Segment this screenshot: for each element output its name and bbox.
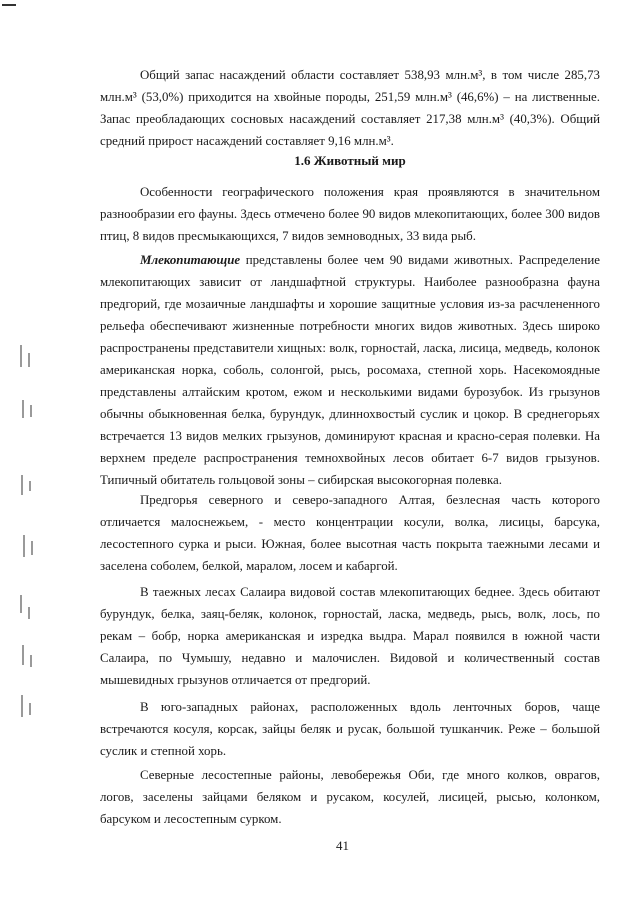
paragraph-text: В таежных лесах Салаира видовой состав млекопитающих беднее. Здесь обитают бурундук, белка, заяц-беляк, колонок, горностай, ласка, медведь, рысь, волк, лось, по рекам – бобр, норка американская и изредка выдра. Марал появился в южной части Салаира, по Чумышу, недавно и малочислен. Видовой и количественный состав мышевидных грызунов отличается от предгорий. bbox=[100, 585, 600, 687]
paragraph-text: Предгорья северного и северо-западного Алтая, безлесная часть которого отличается малоснежьем, - место концентрации косули, волка, лисицы, барсука, лесостепного сурка и рыси. Южная, более высотная часть покрыта таежными лесами и заселена соболем, белкой, маралом, лосем и кабаргой. bbox=[100, 493, 600, 573]
paragraph-text: Общий запас насаждений области составляет 538,93 млн.м³, в том числе 285,73 млн.м³ (53,0%) приходится на хвойные породы, 251,59 млн.м³ (46,6%) – на лиственные. Запас преобладающих сосновых насаждений составляет 217,38 млн.м³ (40,3%). Общий средний прирост насаждений составляет 9,16 млн.м³. bbox=[100, 68, 600, 148]
scan-corner-mark bbox=[2, 4, 16, 6]
paragraph-north bbox=[100, 764, 600, 830]
paragraph-text: В юго-западных районах, расположенных вдоль ленточных боров, чаще встречаются косуля, корсак, зайцы беляк и русак, большой тушканчик. Реже – большой суслик и степной хорь. bbox=[100, 700, 600, 758]
paragraph-text bbox=[100, 249, 600, 491]
paragraph-foothills bbox=[100, 489, 600, 577]
paragraph-forest-stock bbox=[100, 64, 600, 152]
paragraph-lead-term: Млекопитающие bbox=[140, 253, 241, 267]
section-heading: 1.6 Животный мир bbox=[294, 153, 406, 168]
page-number: 41 bbox=[336, 838, 349, 853]
paragraph-fauna-intro bbox=[100, 181, 600, 247]
paragraph-mammals bbox=[100, 249, 600, 491]
paragraph-text: Северные лесостепные районы, левобережья Оби, где много колков, оврагов, логов, заселены зайцами беляком и русаком, косулей, лисицей, рысью, колонком, барсуком и лесостепным сурком. bbox=[100, 768, 600, 826]
paragraph-text: Особенности географического положения края проявляются в значительном разнообразии его фауны. Здесь отмечено более 90 видов млекопитающих, более 300 видов птиц, 8 видов пресмыкающихся, 7 видов земноводных, 33 вида рыб. bbox=[100, 185, 600, 243]
paragraph-salair bbox=[100, 581, 600, 691]
margin-scan-artifacts bbox=[18, 345, 40, 725]
paragraph-body: представлены более чем 90 видами животных. Распределение млекопитающих зависит от ландшафтной структуры. Наиболее разнообразна фауна предгорий, где мозаичные ландшафты и хорошие защитные условия из-за расчлененного рельефа обеспечивают жизненные потребности многих видов животных. Здесь широко распространены представители хищных: волк, горностай, ласка, лисица, медведь, колонок американская норка, соболь, солонгой, рысь, росомаха, степной хорь. Насекомоядные представлены алтайским кротом, ежом и несколькими видами бурозубок. Из грызунов обычны обыкновенная белка, бурундук, длиннохвостый суслик и цокор. В среднегорьях встречается 13 видов мелких грызунов, доминируют красная и красно-серая полевки. На верхнем пределе распространения темнохвойных лесов обитает 6-7 видов грызунов. Типичный обитатель гольцовой зоны – сибирская высокогорная полевка. bbox=[100, 253, 600, 487]
paragraph-southwest bbox=[100, 696, 600, 762]
